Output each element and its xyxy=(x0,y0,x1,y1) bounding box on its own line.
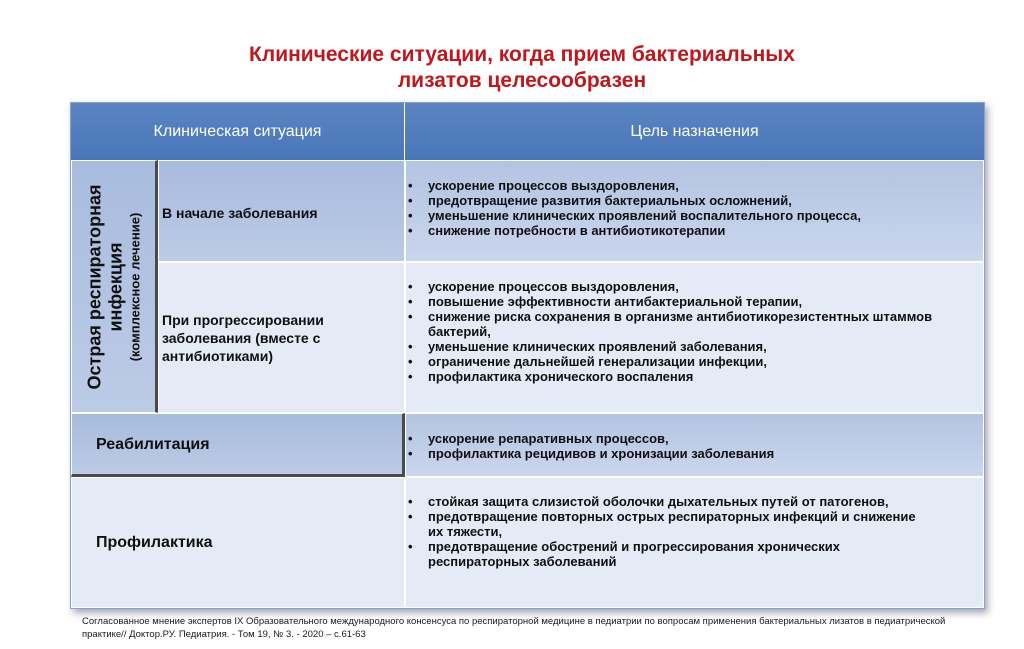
goal-item: • ускорение репаративных процессов, xyxy=(406,431,983,446)
goal-item: • предотвращение повторных острых респираторных инфекций и снижение их тяжести, xyxy=(406,509,923,539)
group-label-cell xyxy=(71,160,158,413)
slide-title xyxy=(0,42,1024,94)
goal-item: • стойкая защита слизистой оболочки дыхательных путей от патогенов, xyxy=(406,494,923,509)
goal-cell-onset xyxy=(405,160,984,262)
header-goal: Цель назначения xyxy=(405,103,984,160)
goal-item: • профилактика хронического воспаления xyxy=(406,369,953,384)
goal-item: • снижение потребности в антибиотикотерапии xyxy=(406,223,983,238)
group-label-sub: (комплексное лечение) xyxy=(127,212,142,361)
situation-label: В начале заболевания xyxy=(162,205,318,221)
goal-item: • уменьшение клинических проявлений заболевания, xyxy=(406,339,953,354)
group-label-main: Острая респираторная xyxy=(84,183,104,390)
situation-cell-progression xyxy=(158,262,405,413)
goal-item: • снижение риска сохранения в организме антибиотикорезистентных штаммов бактерий, xyxy=(406,309,953,339)
goal-item: • предотвращение обострений и прогрессирования хронических респираторных заболеваний xyxy=(406,539,923,569)
situation-cell-prevention xyxy=(71,477,405,608)
situations-table xyxy=(70,102,985,609)
header-situation: Клиническая ситуация xyxy=(71,103,405,160)
source-citation: Согласованное мнение экспертов IX Образовательного международного консенсуса по респираторной медицине в педиатрии по вопросам применения бактериальных лизатов в педиатрической практике// Доктор.РУ. Педиатрия. - Том 19, № 3. - 2020 – с.61-63 xyxy=(82,616,946,640)
situation-cell-rehabilitation xyxy=(71,413,405,477)
situation-label: Профилактика xyxy=(96,534,213,551)
goal-cell-progression xyxy=(405,262,984,413)
goal-item: • повышение эффективности антибактериальной терапии, xyxy=(406,294,953,309)
goal-item: • профилактика рецидивов и хронизации заболевания xyxy=(406,446,983,461)
group-label xyxy=(84,184,143,389)
goal-item: • ускорение процессов выздоровления, xyxy=(406,279,953,294)
title-line-1: Клинические ситуации, когда прием бактериальных xyxy=(249,43,795,66)
goal-cell-rehabilitation xyxy=(405,413,984,477)
goal-item: • предотвращение развития бактериальных осложнений, xyxy=(406,193,983,208)
group-label-main-2: инфекция xyxy=(105,241,125,332)
goal-item: • уменьшение клинических проявлений воспалительного процесса, xyxy=(406,208,983,223)
situation-label: Реабилитация xyxy=(96,436,210,453)
goal-item: • ограничение дальнейшей генерализации инфекции, xyxy=(406,354,953,369)
situation-cell-onset xyxy=(158,160,405,262)
situation-label: При прогрессировании заболевания (вместе с антибиотиками) xyxy=(162,312,324,364)
title-line-2: лизатов целесообразен xyxy=(397,69,647,92)
goal-item: • ускорение процессов выздоровления, xyxy=(406,178,983,193)
goal-cell-prevention xyxy=(405,477,984,608)
